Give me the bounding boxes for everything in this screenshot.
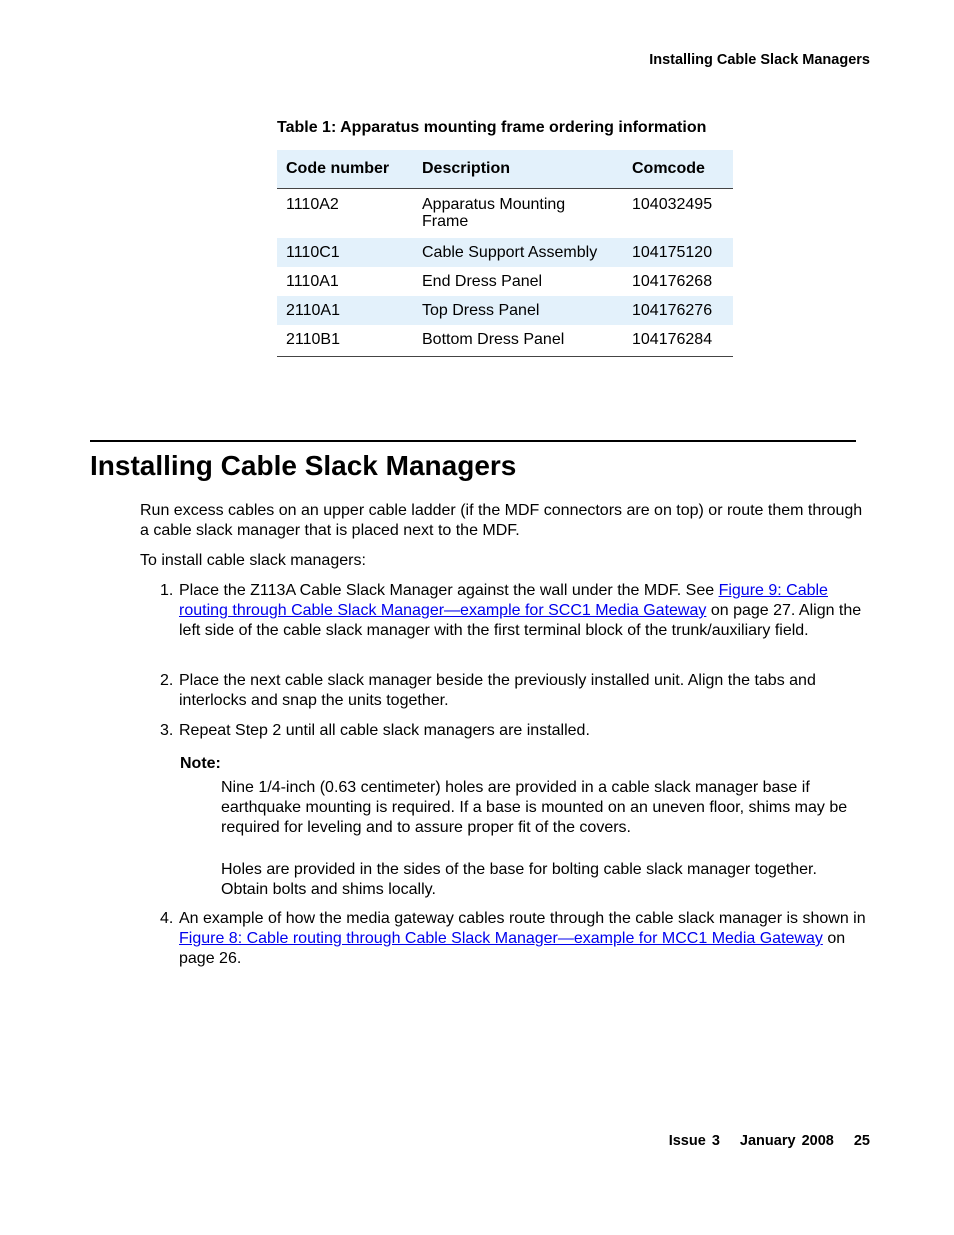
ordering-table (277, 150, 733, 357)
table-caption: Table 1: Apparatus mounting frame ordering information (277, 119, 707, 136)
figure-8-link[interactable]: Figure 8: Cable routing through Cable Slack Manager—example for MCC1 Media Gateway (179, 930, 823, 947)
step-text-after: on page 27. Align the left side of the cable slack manager with the first terminal block of the trunk/auxiliary field. (179, 602, 862, 639)
table-header-row (277, 150, 733, 189)
cell-description: Bottom Dress Panel (413, 325, 623, 357)
figure-9-link[interactable]: Figure 9: Cable routing through Cable Slack Manager—example for SCC1 Media Gateway (179, 582, 828, 619)
cell-description: Apparatus Mounting Frame (422, 196, 566, 230)
cell-code: 2110A1 (277, 296, 413, 325)
cell-code: 2110B1 (277, 325, 413, 357)
cell-code: 1110A2 (286, 196, 339, 213)
step-text-after: on page 26. (179, 930, 846, 967)
cell-comcode: 104176276 (623, 296, 733, 325)
cell-comcode: 104032495 (632, 196, 713, 213)
section-rule (90, 440, 856, 442)
note-paragraph: Nine 1/4-inch (0.63 centimeter) holes are provided in a cable slack manager base if earthquake mounting is required. If a base is mounted on an uneven floor, shims may be required for leveling and to assure proper fit of the covers. (221, 779, 848, 836)
step-text: Place the next cable slack manager beside the previously installed unit. Align the tabs and interlocks and snap the units together. (179, 672, 816, 709)
section-title: Installing Cable Slack Managers (90, 450, 517, 481)
cell-code: 1110C1 (277, 238, 413, 267)
note-label: Note: (180, 755, 221, 772)
table-row (277, 238, 733, 267)
cell-code: 1110A1 (286, 273, 339, 290)
step-number: 4. (160, 910, 174, 927)
cell-comcode: 104175120 (623, 238, 733, 267)
footer-issue: Issue 3 (668, 1133, 720, 1149)
cell-description: Cable Support Assembly (413, 238, 623, 267)
footer-page-number: 25 (853, 1133, 870, 1149)
step-text: Repeat Step 2 until all cable slack managers are installed. (179, 722, 590, 739)
lead-paragraph: To install cable slack managers: (140, 552, 366, 569)
intro-paragraph: Run excess cables on an upper cable ladder (if the MDF connectors are on top) or route them through a cable slack manager that is placed next to the MDF. (140, 502, 863, 539)
step-number: 1. (160, 582, 174, 599)
step-text (179, 909, 875, 969)
column-header-comcode: Comcode (623, 150, 733, 189)
cell-description: Top Dress Panel (413, 296, 623, 325)
footer-date: January 2008 (739, 1133, 834, 1149)
cell-comcode: 104176284 (623, 325, 733, 357)
step-text (179, 581, 875, 641)
running-header: Installing Cable Slack Managers (649, 52, 870, 68)
table-row (277, 325, 733, 357)
table-row (277, 296, 733, 325)
step-number: 2. (160, 672, 174, 689)
column-header-code: Code number (277, 150, 413, 189)
step-number: 3. (160, 722, 174, 739)
column-header-description: Description (413, 150, 623, 189)
cell-comcode: 104176268 (632, 273, 713, 290)
table-row (277, 267, 733, 296)
cell-description: End Dress Panel (422, 273, 543, 290)
step-text-before: An example of how the media gateway cables route through the cable slack manager is shown in (179, 910, 866, 927)
table-row (277, 189, 733, 239)
step-text-before: Place the Z113A Cable Slack Manager against the wall under the MDF. See (179, 582, 719, 599)
page-footer (669, 1133, 870, 1149)
note-paragraph: Holes are provided in the sides of the base for bolting cable slack manager together. Obtain bolts and shims locally. (221, 861, 817, 898)
